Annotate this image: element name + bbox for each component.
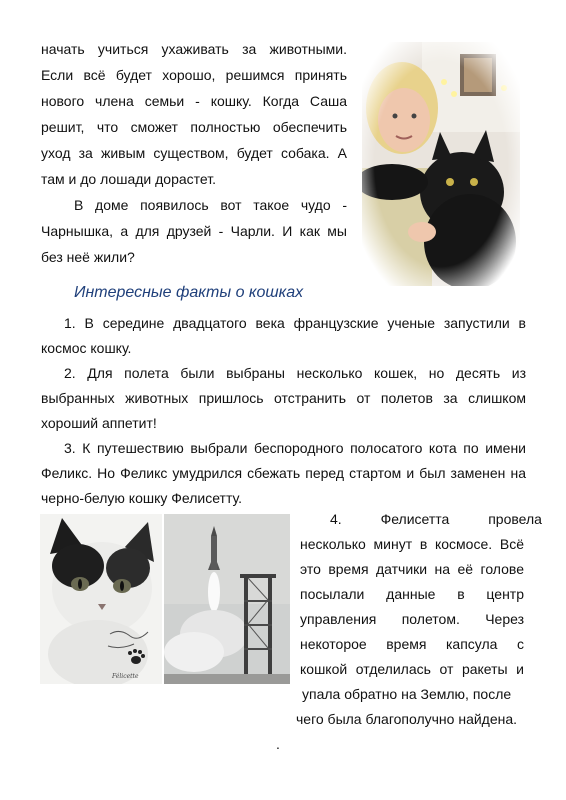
fact-4-line: посылали данные в центр (300, 586, 524, 602)
fact-2-line: хороший аппетит! (41, 415, 157, 431)
footer-dot: . (276, 736, 280, 752)
text-line: решит, что сможет полностью обеспечить (41, 119, 347, 135)
text-line: Если всё будет хорошо, решимся принять (41, 67, 347, 83)
fact-1-line: 1. В середине двадцатого века французские ученые запустили в (64, 315, 526, 331)
text-line: уход за живым существом, будет собака. А (41, 145, 347, 161)
fact-3-line: Феликс. Но Феликс умудрился сбежать перед стартом и был заменен на (41, 465, 526, 481)
fact-2-line: 2. Для полета были выбраны несколько кошек, но десять из (64, 365, 526, 381)
felicette-photo (40, 514, 162, 684)
fact-4-line: управления полетом. Через (300, 611, 524, 627)
text-line: В доме появилось вот такое чудо - (74, 197, 347, 213)
fact-3-line: 3. К путешествию выбрали беспородного полосатого кота по имени (64, 440, 526, 456)
girl-with-cat-image (362, 42, 520, 286)
section-heading: Интересные факты о кошках (74, 284, 304, 301)
text-line: нового члена семьи - кошку. Когда Саша (41, 93, 347, 109)
text-line: там и до лошади дорастет. (41, 171, 216, 187)
girl-with-cat-photo (362, 42, 520, 286)
fact-4-line (330, 510, 542, 528)
text-line: начать учиться ухаживать за животными. (41, 41, 347, 57)
text-line: Чарнышка, а для друзей - Чарли. И как мы (41, 223, 347, 239)
signature-text: Félicette (112, 673, 139, 680)
fact-4-line: чего была благополучно найдена. (296, 711, 518, 727)
fact-4-line: упала обратно на Землю, после (302, 686, 512, 702)
rocket-launch-photo (164, 514, 290, 684)
fact-4-line: кошкой отделилась от ракеты и (300, 661, 524, 677)
rocket-image (164, 514, 290, 684)
felicette-image (40, 514, 162, 684)
fact-4-line: это время датчики на её голове (300, 561, 524, 577)
text-line: без неё жили? (41, 249, 135, 265)
fact-1-line: космос кошку. (41, 340, 132, 356)
fact-4-line: некоторое время капсула с (300, 636, 524, 652)
fact-2-line: выбранных животных пришлось отстранить от полетов за слишком (41, 390, 526, 406)
fact-4-line: 4. Фелисетта провела (330, 511, 542, 527)
fact-3-line: черно-белую кошку Фелисетту. (41, 490, 243, 506)
fact-4-line: несколько минут в космосе. Всё (300, 536, 524, 552)
